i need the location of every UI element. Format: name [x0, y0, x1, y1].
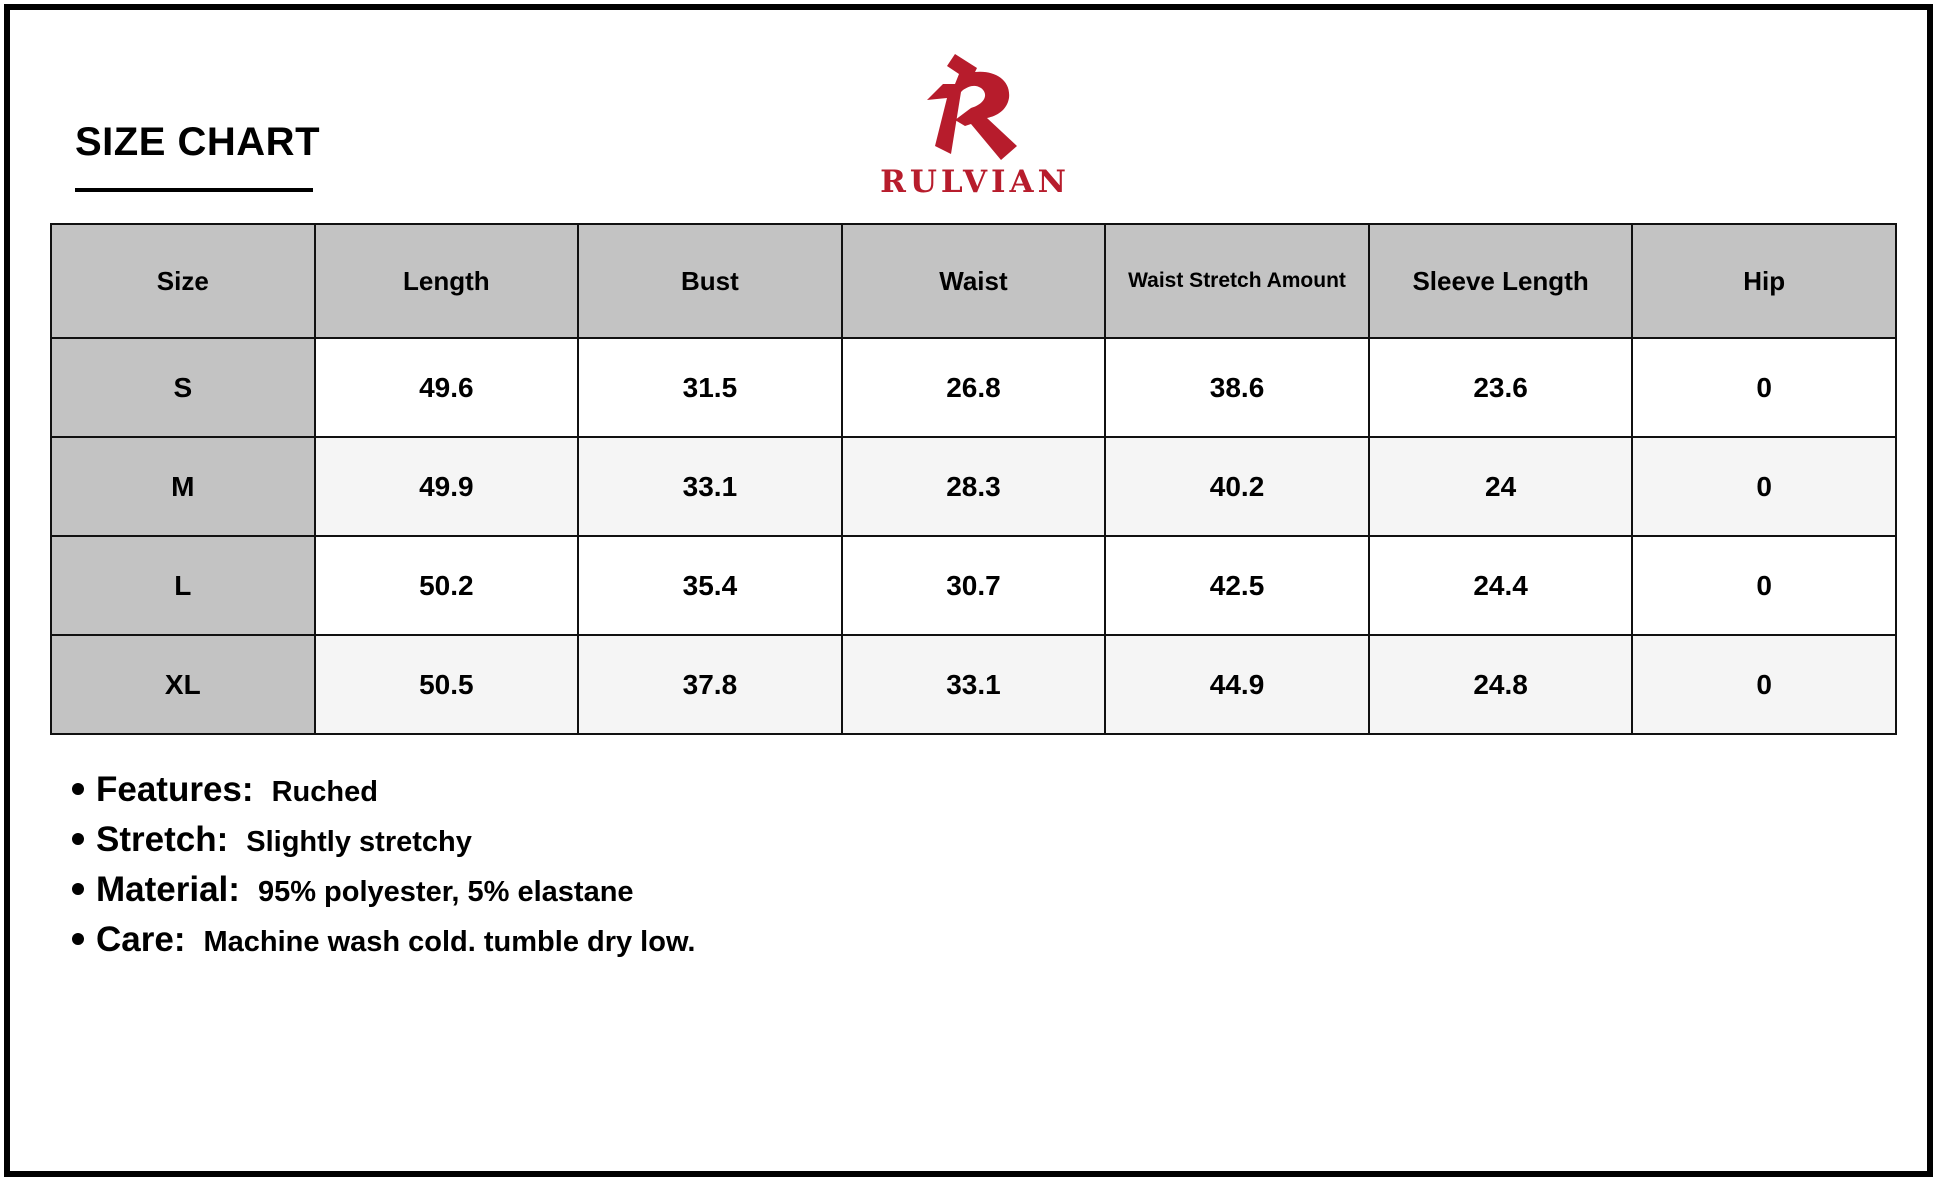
- header-hip: Hip: [1632, 224, 1896, 338]
- bust-cell: 33.1: [578, 437, 842, 536]
- sleeve-length-cell: 23.6: [1369, 338, 1633, 437]
- bullet-icon: [72, 833, 84, 845]
- care-label: Care:: [96, 920, 186, 959]
- header-waist-stretch-amount: Waist Stretch Amount: [1105, 224, 1369, 338]
- waist-cell: 30.7: [842, 536, 1106, 635]
- header-bust: Bust: [578, 224, 842, 338]
- size-cell: S: [51, 338, 315, 437]
- length-cell: 50.2: [315, 536, 579, 635]
- table-row: [51, 338, 1896, 437]
- header-size: Size: [51, 224, 315, 338]
- bullet-icon: [72, 883, 84, 895]
- sleeve-length-cell: 24: [1369, 437, 1633, 536]
- rulvian-r-logo-icon: [925, 50, 1025, 160]
- sleeve-length-cell: 24.8: [1369, 635, 1633, 734]
- header-length: Length: [315, 224, 579, 338]
- hip-cell: 0: [1632, 338, 1896, 437]
- list-item: [72, 770, 696, 820]
- waist-stretch-cell: 40.2: [1105, 437, 1369, 536]
- material-value: 95% polyester, 5% elastane: [257, 876, 634, 908]
- table-header-row: [51, 224, 1896, 338]
- hip-cell: 0: [1632, 536, 1896, 635]
- list-item: [72, 870, 696, 920]
- brand-name: RULVIAN: [880, 164, 1070, 200]
- hip-cell: 0: [1632, 635, 1896, 734]
- title-underline: [75, 188, 313, 192]
- header-sleeve-length: Sleeve Length: [1369, 224, 1633, 338]
- bust-cell: 31.5: [578, 338, 842, 437]
- size-cell: L: [51, 536, 315, 635]
- length-cell: 49.6: [315, 338, 579, 437]
- table-row: [51, 536, 1896, 635]
- size-chart-table: [50, 223, 1897, 735]
- feature-value: Ruched: [271, 776, 378, 808]
- waist-cell: 26.8: [842, 338, 1106, 437]
- feature-label: Features:: [96, 770, 254, 809]
- care-value: Machine wash cold. tumble dry low.: [203, 926, 696, 958]
- waist-stretch-cell: 42.5: [1105, 536, 1369, 635]
- stretch-value: Slightly stretchy: [246, 826, 472, 858]
- bullet-icon: [72, 933, 84, 945]
- sleeve-length-cell: 24.4: [1369, 536, 1633, 635]
- header-waist: Waist: [842, 224, 1106, 338]
- waist-stretch-cell: 38.6: [1105, 338, 1369, 437]
- bullet-icon: [72, 783, 84, 795]
- page-title: SIZE CHART: [75, 120, 320, 164]
- length-cell: 49.9: [315, 437, 579, 536]
- size-cell: M: [51, 437, 315, 536]
- material-label: Material:: [96, 870, 240, 909]
- table-row: [51, 437, 1896, 536]
- waist-cell: 33.1: [842, 635, 1106, 734]
- list-item: [72, 920, 696, 970]
- stretch-label: Stretch:: [96, 820, 229, 859]
- waist-stretch-cell: 44.9: [1105, 635, 1369, 734]
- size-cell: XL: [51, 635, 315, 734]
- product-features-list: [72, 770, 696, 970]
- list-item: [72, 820, 696, 870]
- waist-cell: 28.3: [842, 437, 1106, 536]
- brand-logo: [870, 50, 1080, 210]
- table-row: [51, 635, 1896, 734]
- bust-cell: 35.4: [578, 536, 842, 635]
- bust-cell: 37.8: [578, 635, 842, 734]
- hip-cell: 0: [1632, 437, 1896, 536]
- length-cell: 50.5: [315, 635, 579, 734]
